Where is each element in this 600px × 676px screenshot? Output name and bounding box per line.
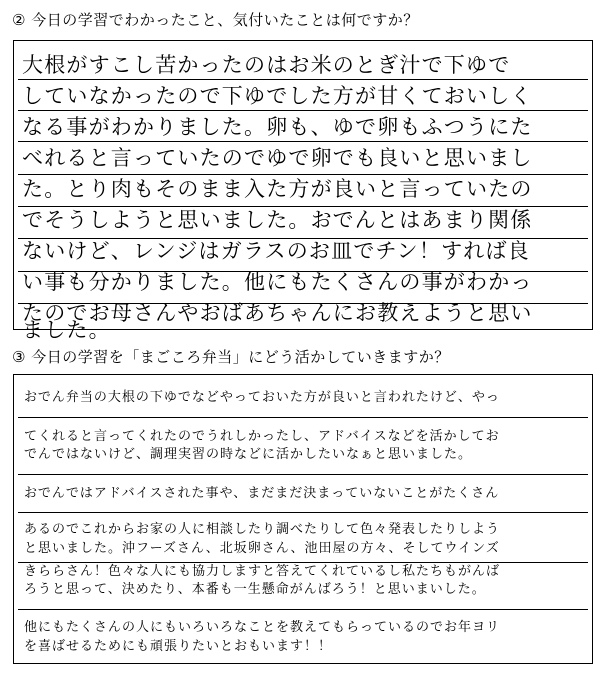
question-2-heading: ② 今日の学習でわかったこと、気付いたことは何ですか？ (12, 11, 419, 29)
answer-2-line: していなかったので下ゆでした方が甘くておいしく (22, 84, 533, 108)
answer-2-line: ないけど、レンジはガラスのお皿でチン！すれば良 (22, 239, 530, 263)
answer-3-line: てくれると言ってくれたのでうれしかったし、アドバイスなどを活かしてお (24, 429, 500, 444)
answer-3-line: あるのでこれからお家の人に相談したり調べたりして色々発表したりしよう (24, 522, 501, 537)
answer-2-line: たのでお母さんやおばあちゃんにお教えようと思い (22, 301, 533, 325)
ruled-line (18, 474, 588, 475)
answer-2-line: 大根がすこし苦かったのはお米のとぎ汁で下ゆで (22, 53, 511, 77)
answer-2-line: でそうしようと思いました。おでんとはあまり関係 (22, 208, 533, 232)
answer-3-line: おでんではアドバイスされた事や、まだまだ決まっていないことがたくさん (24, 486, 500, 501)
question-3-heading: ③ 今日の学習を「まごころ弁当」にどう活かしていきますか？ (12, 348, 450, 366)
answer-3-line: でんではないけど、調理実習の時などに活かしたいなぁと思いました。 (24, 447, 473, 462)
ruled-line (18, 417, 588, 418)
answer-3-line: と思いました。沖フーズさん、北坂卵さん、池田屋の方々、そしてウインズ (24, 541, 500, 556)
answer-3-line: おでん弁当の大根の下ゆでなどやっておいた方が良いと言われたけど、やっ (24, 390, 500, 405)
ruled-line (18, 609, 588, 610)
answer-2-line: た。とり肉もそのまま入た方が良いと言っていたの (22, 177, 533, 201)
answer-2-line: い事も分かりました。他にもたくさんの事がわかっ (22, 270, 533, 294)
answer-2-line: なる事がわかりました。卵も、ゆで卵もふつうにた (22, 115, 533, 139)
ruled-line (18, 512, 588, 513)
answer-2-line: べれると言っていたのでゆで卵でも良いと思いまし (22, 146, 533, 170)
answer-2-line: ました。 (22, 318, 111, 342)
answer-3-line: ろうと思って、決めたり、本番も一生懸命がんばろう！と思いまいした。 (24, 582, 486, 597)
answer-3-line: 他にもたくさんの人にもいろいろなことを教えてもらっているのでお年ヨリ (24, 620, 501, 635)
answer-3-line: きららさん！色々な人にも協力しますと答えてくれているし私たちもがんば (24, 564, 501, 579)
answer-3-line: を喜ばせるためにも頑張りたいとおもいます！！ (24, 639, 333, 654)
